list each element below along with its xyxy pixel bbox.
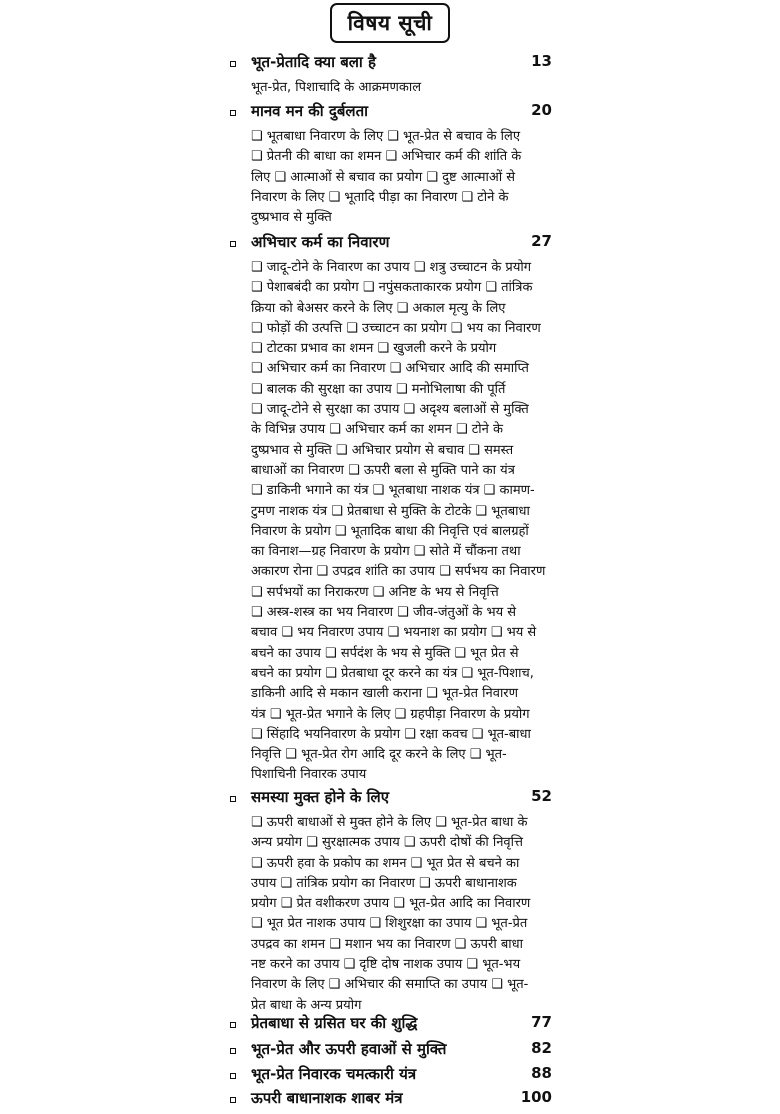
checkbox-bullet-icon xyxy=(230,1097,236,1103)
checkbox-bullet-icon xyxy=(230,110,236,116)
checkbox-bullet-icon xyxy=(230,1048,236,1054)
toc-entry-subtopics: ❑ जादू-टोने के निवारण का उपाय ❑ शत्रु उच्चाटन के प्रयोग ❑ पेशाबबंदी का प्रयोग ❑ नपुंसकताकारक प्रयोग ❑ तांत्रिक क्रिया को बेअसर करने के लिए ❑ अकाल मृत्यु के लिए ❑ फोड़ों की उत्पत्ति ❑ उच्चाटन का प्रयोग ❑ भय का निवारण ❑ टोटका प्रभाव का शमन ❑ खुजली करने के प्रयोग ❑ अभिचार कर्म का निवारण ❑ अभिचार आदि की समाप्ति ❑ बालक की सुरक्षा का उपाय ❑ मनोभिलाषा की पूर्ति ❑ जादू-टोने से सुरक्षा का उपाय ❑ अदृश्य बलाओं से मुक्ति के विभिन्न उपाय ❑ अभिचार कर्म का शमन ❑ टोने के दुष्प्रभाव से मुक्ति ❑ अभिचार प्रयोग से बचाव ❑ समस्त बाधाओं का निवारण ❑ ऊपरी बला से मुक्ति पाने का यंत्र ❑ डाकिनी भगाने का यंत्र ❑ भूतबाधा नाशक यंत्र ❑ कामण- टुमण नाशक यंत्र ❑ प्रेतबाधा से मुक्ति के टोटके ❑ भूतबाधा निवारण के प्रयोग ❑ भूतादिक बाधा की निवृत्ति एवं बालग्रहों का विनाश—ग्रह निवारण के प्रयोग ❑ सोते में चौंकना तथा अकारण रोना ❑ उपद्रव शांति का उपाय ❑ सर्पभय का निवारण ❑ सर्पभयों का निराकरण ❑ अनिष्ट के भय से निवृत्ति ❑ अस्त्र-शस्त्र का भय निवारण ❑ जीव-जंतुओं के भय से बचाव ❑ भय निवारण उपाय ❑ भयनाश का प्रयोग ❑ भय से बचने का उपाय ❑ सर्पदंश के भय से मुक्ति ❑ भूत प्रेत से बचने का प्रयोग ❑ प्रेतबाधा दूर करने का यंत्र ❑ भूत-पिशाच, डाकिनी आदि से मकान खाली कराना ❑ भूत-प्रेत निवारण यंत्र ❑ भूत-प्रेत भगाने के लिए ❑ ग्रहपीड़ा निवारण के प्रयोग ❑ सिंहादि भयनिवारण के प्रयोग ❑ रक्षा कवच ❑ भूत-बाधा निवृत्ति ❑ भूत-प्रेत रोग आदि दूर करने के लिए ❑ भूत- पिशाचिनी निवारक उपाय xyxy=(251,260,546,783)
toc-entry-page: 82 xyxy=(531,1039,552,1057)
toc-entry-page: 27 xyxy=(531,232,552,250)
toc-entry-page: 100 xyxy=(520,1088,552,1106)
toc-entry-title: ऊपरी बाधानाशक शाबर मंत्र xyxy=(251,1089,403,1107)
toc-entry-page: 20 xyxy=(531,101,552,119)
checkbox-bullet-icon xyxy=(230,241,236,247)
toc-entry-page: 13 xyxy=(531,52,552,70)
toc-entry xyxy=(230,1088,552,1114)
toc-entry-header xyxy=(230,52,552,78)
toc-entry xyxy=(230,101,552,228)
toc-entry-page: 77 xyxy=(531,1013,552,1031)
toc-entry-title: भूत-प्रेत और ऊपरी हवाओं से मुक्ति xyxy=(251,1040,447,1058)
toc-entry-header xyxy=(230,1088,552,1114)
toc-entry-subtitle: भूत-प्रेत, पिशाचादि के आक्रमणकाल xyxy=(251,80,422,95)
checkbox-bullet-icon xyxy=(230,1073,236,1079)
toc-entry-header xyxy=(230,1064,552,1090)
toc-entry-header xyxy=(230,1039,552,1065)
toc-entry-title: अभिचार कर्म का निवारण xyxy=(251,233,390,251)
toc-entry-title: प्रेतबाधा से ग्रसित घर की शुद्धि xyxy=(251,1014,418,1032)
toc-entry-title: मानव मन की दुर्बलता xyxy=(251,102,369,120)
toc-entry-header xyxy=(230,787,552,813)
toc-entry xyxy=(230,1013,552,1039)
toc-entry-title: भूत-प्रेत निवारक चमत्कारी यंत्र xyxy=(251,1065,417,1083)
checkbox-bullet-icon xyxy=(230,796,236,802)
toc-entry-header xyxy=(230,101,552,127)
toc-entry xyxy=(230,787,552,1016)
toc-entry xyxy=(230,1039,552,1065)
toc-entry-subtopics: ❑ ऊपरी बाधाओं से मुक्त होने के लिए ❑ भूत-प्रेत बाधा के अन्य प्रयोग ❑ सुरक्षात्मक उपाय ❑ ऊपरी दोषों की निवृत्ति ❑ ऊपरी हवा के प्रकोप का शमन ❑ भूत प्रेत से बचने का उपाय ❑ तांत्रिक प्रयोग का निवारण ❑ ऊपरी बाधानाशक प्रयोग ❑ प्रेत वशीकरण उपाय ❑ भूत-प्रेत आदि का निवारण ❑ भूत प्रेत नाशक उपाय ❑ शिशुरक्षा का उपाय ❑ भूत-प्रेत उपद्रव का शमन ❑ मशान भय का निवारण ❑ ऊपरी बाधा नष्ट करने का उपाय ❑ दृष्टि दोष नाशक उपाय ❑ भूत-भय निवारण के लिए ❑ अभिचार की समाप्ति का उपाय ❑ भूत- प्रेत बाधा के अन्य प्रयोग xyxy=(251,815,531,1013)
toc-entry-subtopics: ❑ भूतबाधा निवारण के लिए ❑ भूत-प्रेत से बचाव के लिए ❑ प्रेतनी की बाधा का शमन ❑ अभिचार कर्म की शांति के लिए ❑ आत्माओं से बचाव का प्रयोग ❑ दुष्ट आत्माओं से निवारण के लिए ❑ भूतादि पीड़ा का निवारण ❑ टोने के दुष्प्रभाव से मुक्ति xyxy=(251,129,522,226)
toc-entry xyxy=(230,232,552,786)
toc-entry-title: समस्या मुक्त होने के लिए xyxy=(251,788,390,806)
toc-entry xyxy=(230,52,552,98)
checkbox-bullet-icon xyxy=(230,61,236,67)
checkbox-bullet-icon xyxy=(230,1022,236,1028)
toc-entry-title: भूत-प्रेतादि क्या बला है xyxy=(251,53,377,71)
page-title: विषय सूची xyxy=(330,3,450,43)
toc-entry-page: 88 xyxy=(531,1064,552,1082)
toc-entry xyxy=(230,1064,552,1090)
toc-entry-header xyxy=(230,232,552,258)
toc-entry-header xyxy=(230,1013,552,1039)
toc-entry-page: 52 xyxy=(531,787,552,805)
